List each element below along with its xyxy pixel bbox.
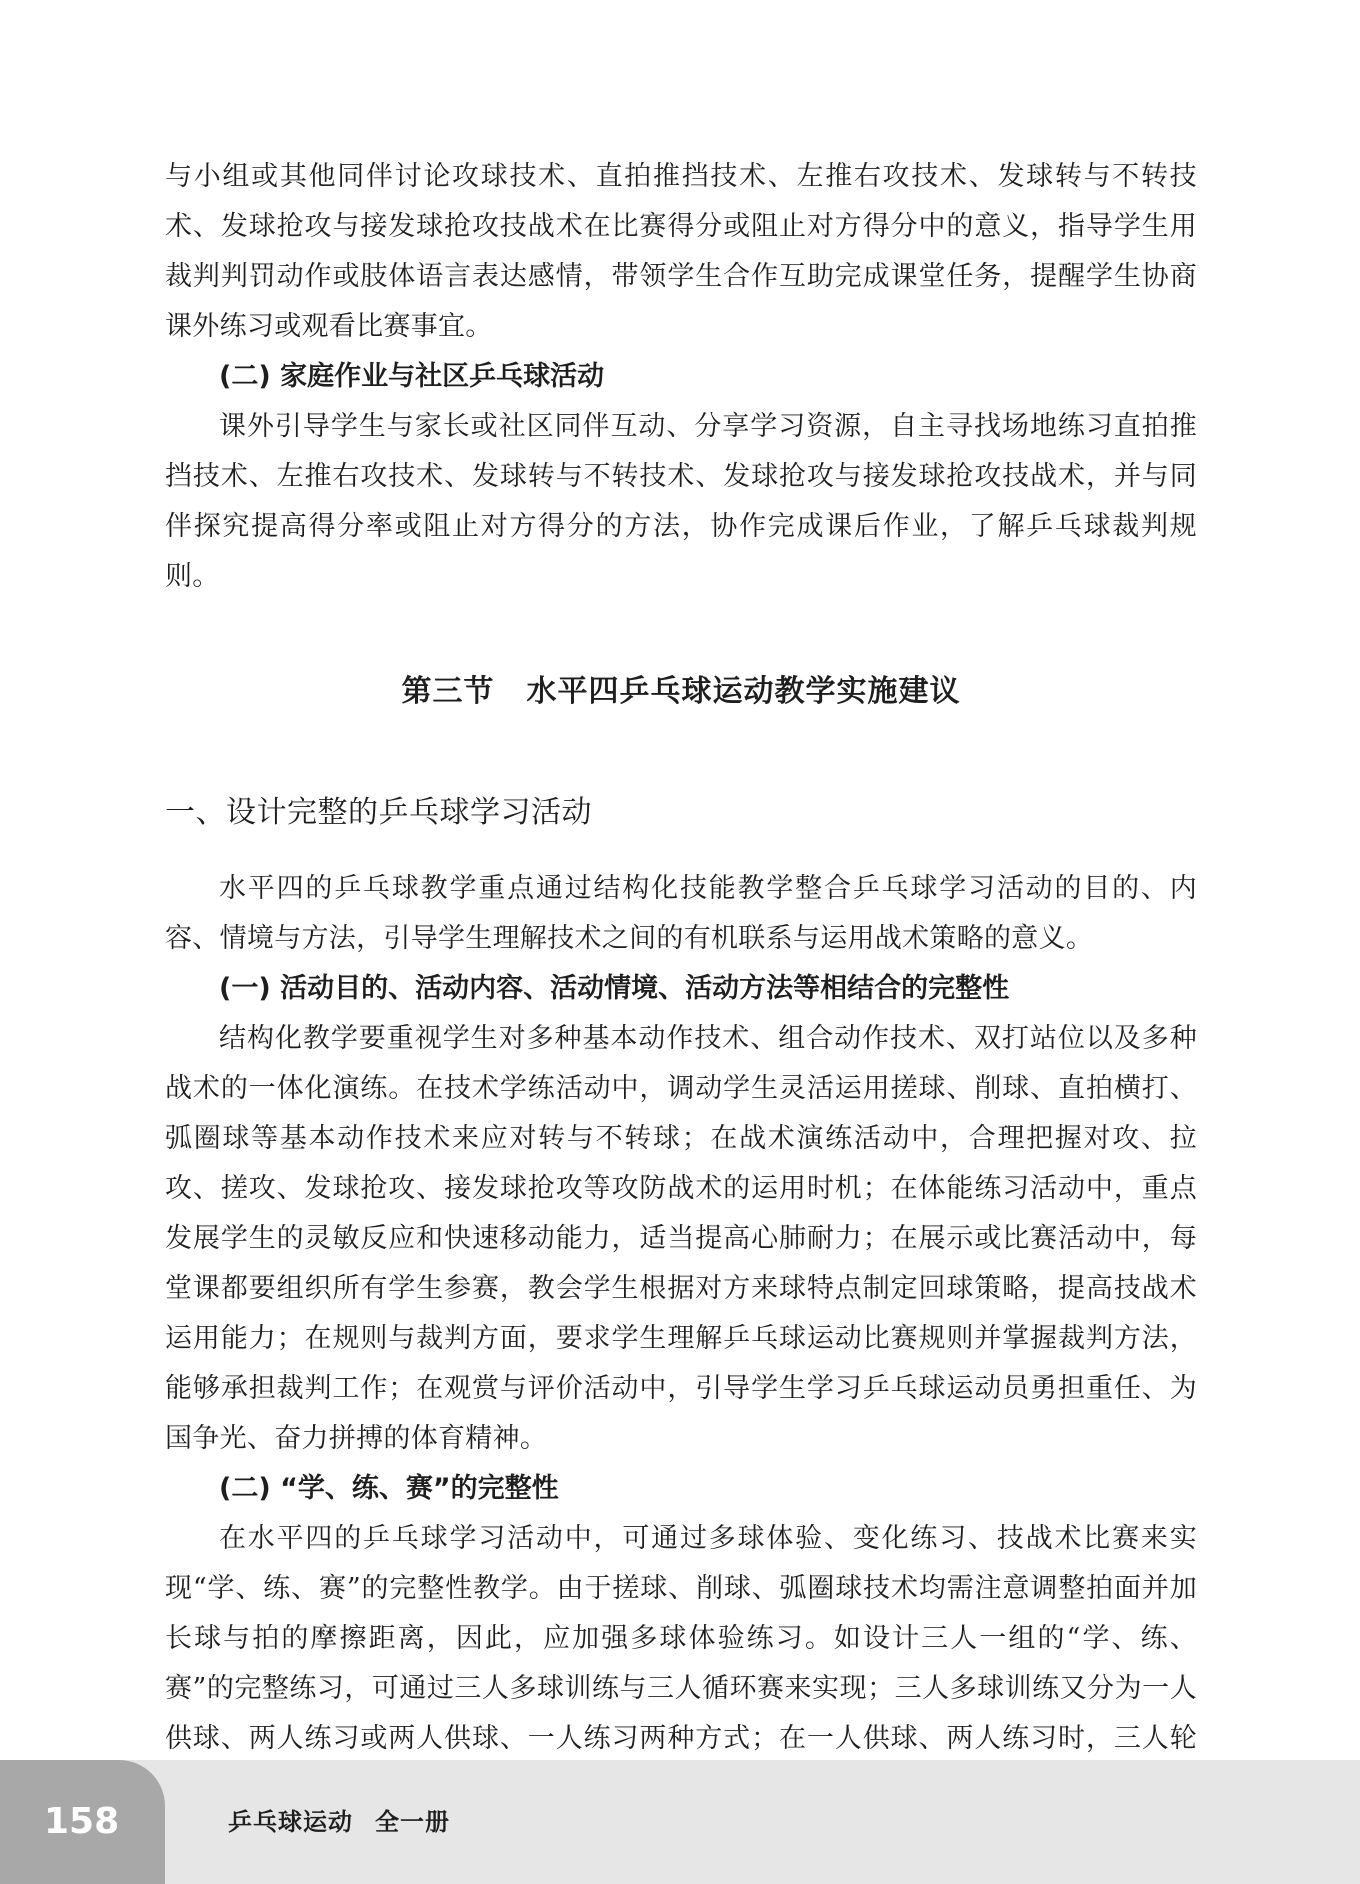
- paragraph-continued: 与小组或其他同伴讨论攻球技术、直拍推挡技术、左推右攻技术、发球转与不转技术、发球抢攻与接发球抢攻技战术在比赛得分或阻止对方得分中的意义，指导学生用裁判判罚动作或肢体语言表达感情，带领学生合作互助完成课堂任务，提醒学生协商课外练习或观看比赛事宜。: [165, 161, 1197, 342]
- subheading-homework: (二) 家庭作业与社区乒乓球活动: [219, 361, 605, 392]
- paragraph-intro: 水平四的乒乓球教学重点通过结构化技能教学整合乒乓球学习活动的目的、内容、情境与方法，引导学生理解技术之间的有机联系与运用战术策略的意义。: [165, 873, 1197, 954]
- section-title: [165, 662, 1197, 722]
- page-content: [165, 152, 1197, 1864]
- section-number: 第三节: [401, 674, 495, 709]
- subheading-learn-practice-compete: (二) “学、练、赛”的完整性: [219, 1473, 559, 1504]
- paragraph-learn-practice-compete: 在水平四的乒乓球学习活动中，可通过多球体验、变化练习、技战术比赛来实现“学、练、赛”的完整性教学。由于搓球、削球、弧圈球技术均需注意调整拍面并加长球与拍的摩擦距离，因此，应加强多球体验练习。如设计三人一组的“学、练、赛”的完整练习，可通过三人多球训练与三人循环赛来实现；三人多球训练又分为一人供球、两人练习或两人供球、一人练习两种方式；在一人供球、两人练习时，三人轮: [165, 1523, 1197, 1754]
- subheading-integrity: (一) 活动目的、活动内容、活动情境、活动方法等相结合的完整性: [219, 973, 1010, 1004]
- paragraph-structured-teaching: 结构化教学要重视学生对多种基本动作技术、组合动作技术、双打站位以及多种战术的一体化演练。在技术学练活动中，调动学生灵活运用搓球、削球、直拍横打、弧圈球等基本动作技术来应对转与不转球；在战术演练活动中，合理把握对攻、拉攻、搓攻、发球抢攻、接发球抢攻等攻防战术的运用时机；在体能练习活动中，重点发展学生的灵敏反应和快速移动能力，适当提高心肺耐力；在展示或比赛活动中，每堂课都要组织所有学生参赛，教会学生根据对方来球特点制定回球策略，提高技战术运用能力；在规则与裁判方面，要求学生理解乒乓球运动比赛规则并掌握裁判方法，能够承担裁判工作；在观赏与评价活动中，引导学生学习乒乓球运动员勇担重任、为国争光、奋力拼搏的体育精神。: [165, 1023, 1197, 1454]
- paragraph-homework: 课外引导学生与家长或社区同伴互动、分享学习资源，自主寻找场地练习直拍推挡技术、左推右攻技术、发球转与不转技术、发球抢攻与接发球抢攻技战术，并与同伴探究提高得分率或阻止对方得分的方法，协作完成课后作业，了解乒乓球裁判规则。: [165, 411, 1197, 592]
- book-name: 乒乓球运动: [228, 1808, 353, 1836]
- book-title: [228, 1760, 450, 1884]
- part-heading: 一、设计完整的乒乓球学习活动: [165, 795, 592, 830]
- section-title-text: 水平四乒乓球运动教学实施建议: [526, 674, 961, 709]
- page-number: 158: [44, 1801, 120, 1842]
- page-footer: [0, 1760, 1360, 1884]
- book-volume: 全一册: [375, 1808, 450, 1836]
